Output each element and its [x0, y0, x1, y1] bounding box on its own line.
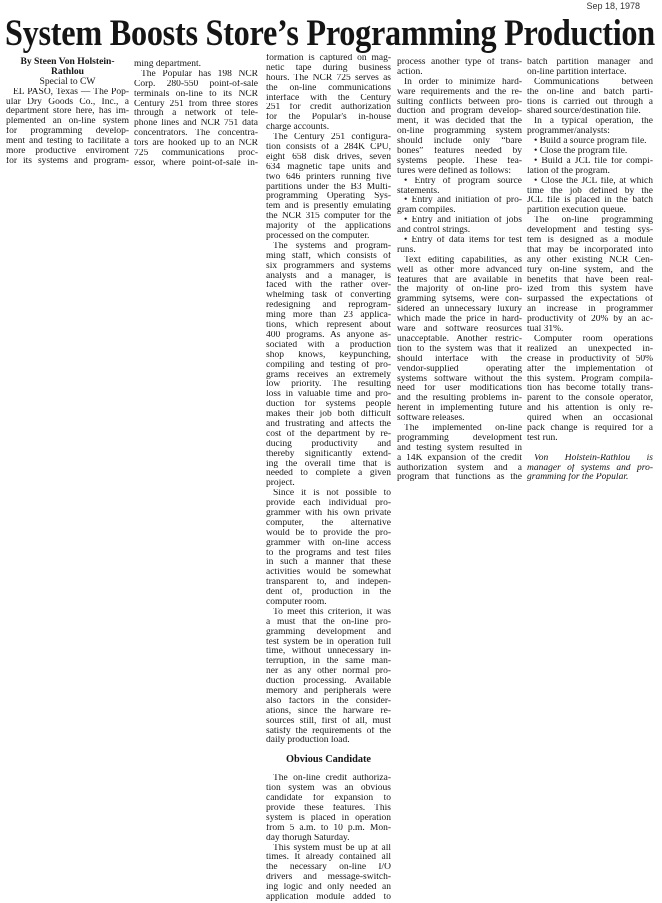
text-line: and his attention is only re-	[527, 404, 653, 414]
text-line: tions, which represent about	[266, 321, 391, 331]
text-line: Von Holstein-Rathlou is	[534, 453, 653, 463]
text-line: loss in valuable time and pro-	[266, 390, 391, 400]
text-line: the on-line communications	[266, 83, 391, 93]
text-line: development and testing sys-	[527, 226, 653, 236]
text-line: bones” features needed by	[397, 147, 522, 157]
text-line: ment, it was decided that the	[397, 117, 522, 127]
paragraph	[6, 88, 129, 167]
text-line: satisfy the requirements of the	[266, 726, 391, 736]
paragraph	[266, 54, 391, 133]
text-line: the necessary on-line I/O	[266, 863, 391, 873]
text-line: grammer with on-line access	[266, 538, 391, 548]
text-line: grammer with his own private	[266, 508, 391, 518]
text-line: sidered an unnecessary luxury	[397, 305, 522, 315]
text-line: hours. The NCR 725 serves as	[266, 73, 391, 83]
text-line: this system. Program compila-	[527, 374, 653, 384]
text-line: cost of the department by re-	[266, 429, 391, 439]
bullet-item	[397, 177, 522, 197]
byline-credit: Special to CW	[39, 76, 96, 88]
text-line: ware requirements and the re-	[397, 87, 522, 97]
paragraph	[266, 608, 391, 746]
text-line: the on-line and batch parti-	[527, 87, 653, 97]
text-line: ming department.	[134, 60, 202, 69]
text-line: phone lines and NCR 751 data	[134, 119, 258, 129]
text-line: drivers and message-switch-	[266, 873, 391, 883]
text-line: duction processing. Available	[266, 677, 391, 687]
text-line: tion to the system was that it	[397, 344, 522, 354]
column-1	[6, 57, 129, 167]
text-line: systems people. These fea-	[397, 156, 522, 166]
text-line: tion has become totally trans-	[527, 384, 653, 394]
text-line: The implemented on-line	[404, 423, 522, 433]
text-line: Communications between	[534, 77, 653, 87]
text-line: concentrators. The concentra-	[134, 129, 258, 139]
paragraph	[397, 58, 522, 78]
text-line: 251 for credit authorization	[266, 103, 391, 113]
text-line: for programming develop-	[6, 127, 129, 137]
paragraph	[527, 335, 653, 444]
text-line: batch partition manager and	[527, 58, 653, 67]
text-line: gramming development and	[266, 627, 391, 637]
text-line: on-line partition interface.	[527, 67, 627, 77]
text-line: and testing system resulted in	[397, 443, 522, 453]
text-line: which made the price in hard-	[397, 315, 522, 325]
bullet-item	[527, 157, 653, 177]
bullet-item	[527, 177, 653, 217]
text-line: ming staff, which consists of	[266, 251, 391, 261]
text-line: crease in productivity of 50%	[527, 354, 653, 364]
text-line: tion consists of a 284K CPU,	[266, 143, 391, 153]
text-line: ware and software reosurces	[397, 325, 522, 335]
text-line: formation is captured on mag-	[266, 54, 391, 63]
bullet-item	[527, 137, 653, 147]
text-line: 725 communications proc-	[134, 149, 258, 159]
text-line: and the resulting problems in-	[397, 394, 522, 404]
text-line: parent to the console operator,	[527, 394, 653, 404]
bullet-item	[527, 147, 653, 157]
text-line: test run.	[527, 433, 558, 443]
text-line: daily production load.	[266, 736, 350, 746]
text-line: tion system was an obvious	[266, 784, 391, 794]
text-line: on-line programming system	[397, 127, 522, 137]
column-4	[397, 58, 522, 483]
text-line: Century 251 from three stores	[134, 99, 258, 109]
paragraph	[266, 774, 391, 843]
column-3	[266, 54, 391, 903]
text-line: benefits that have been real-	[527, 275, 653, 285]
text-line: partitions under the B3 Multi-	[266, 182, 391, 192]
text-line: from 5 a.m. to 10 p.m. Mon-	[266, 823, 391, 833]
paragraph	[527, 78, 653, 118]
publication-date: Sep 18, 1978	[586, 1, 640, 11]
text-line: ment and testing to facilitate a	[6, 137, 129, 147]
paragraph	[397, 256, 522, 424]
text-line: tem and is presently emulating	[266, 202, 391, 212]
text-line: also factors in the consider-	[266, 696, 391, 706]
text-line: computer, the alternative	[266, 518, 391, 528]
text-line: and control strings.	[397, 226, 471, 236]
text-line: time the job defined by the	[527, 186, 653, 196]
text-line: terruption, in the same man-	[266, 657, 391, 667]
text-line: • Close the program file.	[534, 147, 628, 157]
text-line: ming more than 23 applica-	[266, 311, 391, 321]
bullet-item	[397, 216, 522, 236]
author-bio	[527, 454, 653, 484]
text-line: to the programs and test files	[266, 548, 391, 558]
text-line: The on-line credit authoriza-	[273, 774, 391, 784]
text-line: sulting conflicts between pro-	[397, 97, 522, 107]
text-line: Since it is not possible to	[273, 489, 391, 499]
text-line: ular Dry Goods Co., Inc., a	[6, 97, 129, 107]
text-line: should include only “bare	[397, 137, 522, 147]
paragraph	[397, 78, 522, 177]
text-line: provide these features. This	[266, 804, 391, 814]
text-line: This system must be up at all	[273, 843, 391, 853]
text-line: tem is designed as a module	[527, 236, 653, 246]
text-line: • Entry and initiation of pro-	[404, 196, 522, 206]
text-line: vendor-supplied operating	[397, 364, 522, 374]
text-line: Text editing capabilities, as	[404, 255, 522, 265]
text-line: times. It already contained all	[266, 853, 391, 863]
text-line: • Build a source program file.	[534, 137, 647, 147]
paragraph	[266, 844, 391, 903]
text-line: low priority. The resulting	[266, 380, 391, 390]
text-line: runs.	[397, 245, 416, 255]
text-line: analysts and a manager, is	[266, 271, 391, 281]
text-line: processed on the computer.	[266, 232, 370, 242]
text-line: well as other more advanced	[397, 265, 522, 275]
text-line: transparent to, and indepen-	[266, 578, 391, 588]
byline-line: Rathlou	[50, 66, 85, 78]
text-line: • Build a JCL file for compi-	[534, 156, 653, 166]
text-line: activities would be somewhat	[266, 568, 391, 578]
text-line: ing the overall time that is	[266, 459, 391, 469]
text-line: tual 31%.	[527, 325, 564, 335]
text-line: candidate for expansion to	[266, 794, 391, 804]
text-line: need for user modifications	[397, 384, 522, 394]
text-line: In order to minimize hard-	[404, 77, 522, 87]
text-line: duction and program develop-	[397, 107, 522, 117]
column-5	[527, 58, 653, 483]
text-line: time, without unnecessary in-	[266, 647, 391, 657]
text-line: the majority of on-line pro-	[397, 285, 522, 295]
paragraph	[527, 117, 653, 137]
text-line: partition execution queue.	[527, 206, 626, 216]
text-line: features that are available in	[397, 275, 522, 285]
text-line: a 14K expansion of the credit	[397, 453, 522, 463]
text-line: programming development	[397, 433, 522, 443]
paragraph	[527, 216, 653, 335]
text-line: an increase in programmer	[527, 305, 653, 315]
text-line: would be to provide the pro-	[266, 528, 391, 538]
text-line: 400 programs. As anyone as-	[266, 330, 391, 340]
text-line: for the Popular's in-house	[266, 113, 391, 123]
text-line: tury on-line system, and the	[527, 265, 653, 275]
text-line: JCL file is placed in the batch	[527, 196, 653, 206]
byline-line: By Steen Von Holstein-	[20, 56, 115, 67]
text-line: action.	[397, 67, 423, 77]
text-line: authorization system and a	[397, 463, 522, 473]
text-line: Corp. 280-550 point-of-sale	[134, 79, 258, 89]
paragraph	[266, 133, 391, 242]
text-line: tions is carried out through a	[527, 97, 653, 107]
text-line: programmer/analysts:	[527, 127, 610, 137]
text-line: productivity of 20% by an ac-	[527, 315, 653, 325]
text-line: EL PASO, Texas — The Pop-	[13, 87, 129, 97]
text-line: software releases.	[397, 414, 465, 424]
text-line: whelming task of converting	[266, 291, 391, 301]
text-line: six programmers and systems	[266, 261, 391, 271]
text-line: gram compiles.	[397, 206, 456, 216]
text-line: unacceptable. Another restric-	[397, 334, 522, 344]
text-line: 634 magnetic tape units and	[266, 162, 391, 172]
text-line: application module added to	[266, 893, 391, 903]
text-line: sociated with a production	[266, 340, 391, 350]
paragraph	[266, 242, 391, 489]
text-line: pack change is required for a	[527, 423, 653, 433]
paragraph	[527, 58, 653, 78]
text-line: needed to complete a given	[266, 469, 391, 479]
text-line: The systems and program-	[273, 241, 391, 251]
text-line: quired when an occasional	[527, 414, 653, 424]
text-line: computer room.	[266, 597, 327, 607]
column-2	[134, 60, 258, 169]
text-line: should interface with the	[397, 354, 522, 364]
text-line: that may be incorporated into	[527, 245, 653, 255]
text-line: sources still, first of all, must	[266, 716, 391, 726]
text-line: ing logic and only needed an	[266, 883, 391, 893]
paragraph	[397, 424, 522, 483]
text-line: more productive enviroment	[6, 146, 129, 156]
paragraph	[266, 489, 391, 608]
text-line: gramming for the Popular.	[527, 473, 629, 483]
text-line: ducing productivity and	[266, 439, 391, 449]
text-line: The Popular has 198 NCR	[141, 69, 258, 79]
text-line: provide each individual pro-	[266, 499, 391, 509]
text-line: surpassed the expectations of	[527, 295, 653, 305]
text-line: netic tape during business	[266, 63, 391, 73]
text-line: ner as any other normal pro-	[266, 667, 391, 677]
text-line: manager of systems and pro-	[527, 463, 653, 473]
text-line: • Entry and initiation of jobs	[404, 216, 522, 226]
text-line: compiling and testing of pro-	[266, 360, 391, 370]
text-line: department store here, has im-	[6, 107, 129, 117]
text-line: dent of, production in the	[266, 588, 391, 598]
text-line: system is placed in operation	[266, 813, 391, 823]
text-line: thereby significantly extend-	[266, 449, 391, 459]
bullet-item	[397, 196, 522, 216]
text-line: and frustrating and affects the	[266, 419, 391, 429]
text-line: redesigning and reprogram-	[266, 301, 391, 311]
text-line: essor, where point-of-sale in-	[134, 158, 258, 168]
text-line: To meet this criterion, it was	[273, 607, 391, 617]
bullet-item	[397, 236, 522, 256]
text-line: The on-line programming	[534, 216, 653, 226]
text-line: • Entry of program source	[404, 176, 522, 186]
text-line: memory and peripherals were	[266, 687, 391, 696]
text-line: through a network of tele-	[134, 109, 258, 119]
text-line: a must that the on-line pro-	[266, 617, 391, 627]
headline: System Boosts Store’s Programming Production	[5, 13, 655, 54]
text-line: project.	[266, 479, 295, 489]
text-line: majority of the applications	[266, 222, 391, 232]
text-line: tors are hooked up to an NCR	[134, 139, 258, 149]
paragraph	[134, 70, 258, 169]
text-line: after the implementation of	[527, 364, 653, 374]
text-line: any other existing NCR Cen-	[527, 255, 653, 265]
text-line: Computer room operations	[534, 334, 653, 344]
text-line: test system be in operation full	[266, 637, 391, 647]
text-line: gramming sytsems, were con-	[397, 295, 522, 305]
text-line: interface with the Century	[266, 93, 391, 103]
text-line: tures were defined as follows:	[397, 166, 511, 176]
text-line: • Entry of data items for test	[404, 236, 522, 246]
text-line: programming Operating Sys-	[266, 192, 391, 202]
text-line: duction for systems people	[266, 400, 391, 410]
text-line: ations, since the harware re-	[266, 706, 391, 716]
text-line: • Close the JCL file, at which	[534, 176, 653, 186]
text-line: day thorugh Saturday.	[266, 833, 350, 843]
text-line: charge accounts.	[266, 123, 330, 133]
text-line: herent in implementing future	[397, 404, 522, 414]
text-line: realized an unexpected in-	[527, 344, 653, 354]
text-line: ized from this system have	[527, 285, 653, 295]
text-line: in such a manner that these	[266, 558, 391, 568]
paragraph	[134, 60, 258, 70]
text-line: lation of the program.	[527, 166, 610, 176]
text-line: program that functions as the	[397, 473, 522, 483]
text-line: two 646 printers running five	[266, 172, 391, 182]
text-line: makes their job both difficult	[266, 410, 391, 420]
section-heading: Obvious Candidate	[286, 754, 371, 766]
text-line: systems software without the	[397, 374, 522, 384]
byline	[6, 57, 129, 77]
text-line: faced with the rather over-	[266, 281, 391, 291]
text-line: In a typical operation, the	[534, 117, 653, 127]
text-line: process another type of trans-	[397, 58, 522, 67]
text-line: shop knows, keypunching,	[266, 350, 391, 360]
text-line: the NCR 315 computer for the	[266, 212, 391, 222]
text-line: terminals on-line to its NCR	[134, 89, 258, 99]
text-line: shared source/destination file.	[527, 107, 641, 117]
text-line: plemented an on-line system	[6, 117, 129, 127]
text-line: statements.	[397, 186, 440, 196]
text-line: for its systems and program-	[6, 156, 129, 166]
text-line: The Century 251 configura-	[273, 133, 391, 143]
text-line: grams receives an extremely	[266, 370, 391, 380]
text-line: eight 658 disk drives, seven	[266, 152, 391, 162]
